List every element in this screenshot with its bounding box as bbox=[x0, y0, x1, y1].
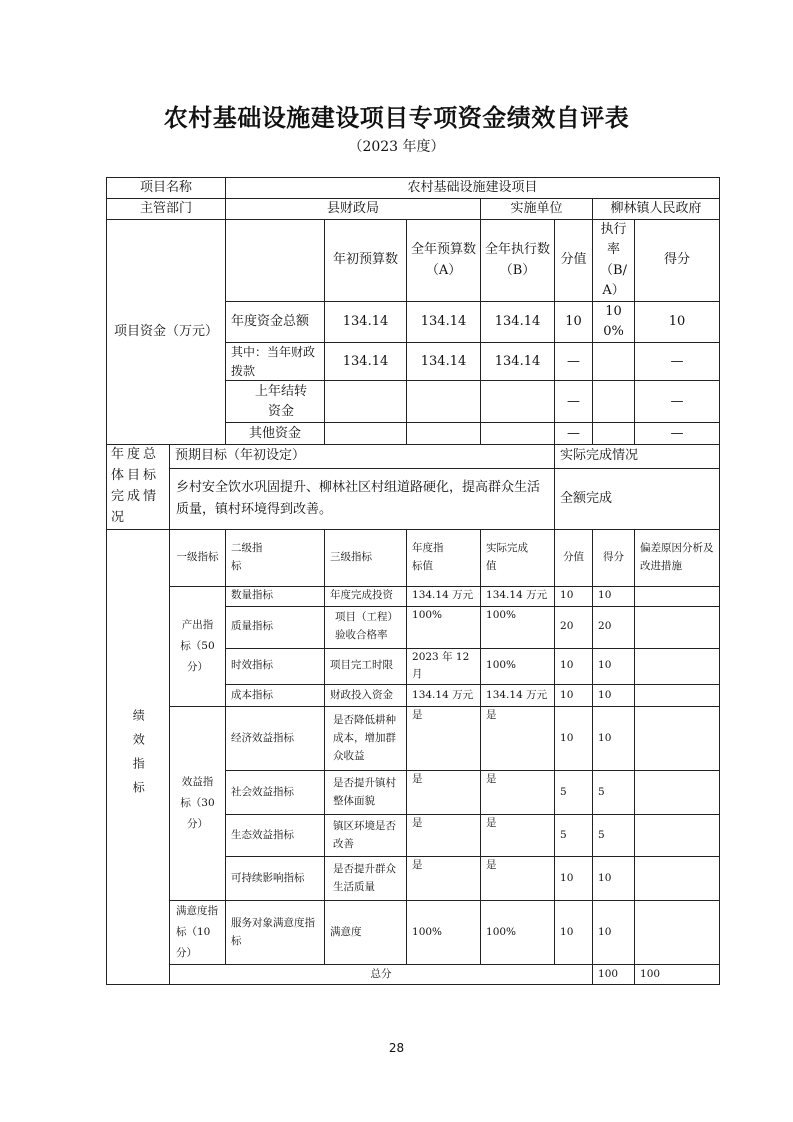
level3-cell: 是否提升群众生活质量 bbox=[325, 857, 407, 901]
funds-cell bbox=[407, 423, 481, 445]
score-cell: 10 bbox=[555, 685, 593, 707]
target-cell: 是 bbox=[407, 707, 481, 771]
level2-cell: 成本指标 bbox=[226, 685, 325, 707]
perf-header: 三级指标 bbox=[325, 529, 407, 586]
level2-cell: 经济效益指标 bbox=[226, 707, 325, 771]
level2-cell: 社会效益指标 bbox=[226, 771, 325, 815]
funds-label: 项目资金（万元） bbox=[107, 220, 226, 445]
actual-cell: 100% bbox=[481, 901, 555, 965]
level2-cell: 数量指标 bbox=[226, 586, 325, 606]
project-name-label: 项目名称 bbox=[107, 178, 226, 199]
total-score: 100 bbox=[593, 965, 635, 985]
got-cell: 10 bbox=[593, 648, 635, 685]
level2-cell: 生态效益指标 bbox=[226, 815, 325, 857]
remark-cell bbox=[635, 648, 720, 685]
dept-value: 县财政局 bbox=[226, 199, 481, 220]
perf-header: 得分 bbox=[593, 529, 635, 586]
remark-cell bbox=[635, 857, 720, 901]
funds-cell: — bbox=[555, 343, 593, 381]
actual-cell: 100% bbox=[481, 648, 555, 685]
project-name-value: 农村基础设施建设项目 bbox=[226, 178, 720, 199]
funds-cell bbox=[407, 381, 481, 423]
funds-header: 得分 bbox=[635, 220, 720, 302]
total-got: 100 bbox=[635, 965, 720, 985]
level2-cell: 质量指标 bbox=[226, 606, 325, 648]
got-cell: 5 bbox=[593, 771, 635, 815]
funds-cell bbox=[593, 381, 635, 423]
perf-header: 分值 bbox=[555, 529, 593, 586]
level2-cell: 时效指标 bbox=[226, 648, 325, 685]
funds-row-name: 年度资金总额 bbox=[226, 301, 325, 342]
goal-label: 年度总体目标完成情况 bbox=[107, 445, 170, 529]
actual-cell: 100% bbox=[481, 606, 555, 648]
page-subtitle: （2023 年度） bbox=[348, 139, 445, 155]
level3-cell: 是否提升镇村整体面貌 bbox=[325, 771, 407, 815]
level1-satisfaction: 满意度指标（10分） bbox=[170, 901, 226, 965]
funds-cell bbox=[481, 381, 555, 423]
funds-header: 执行率（B/A） bbox=[593, 220, 635, 302]
funds-cell bbox=[325, 381, 407, 423]
funds-cell: 134.14 bbox=[407, 343, 481, 381]
funds-cell: 134.14 bbox=[481, 301, 555, 342]
got-cell: 10 bbox=[593, 901, 635, 965]
funds-cell: 134.14 bbox=[325, 343, 407, 381]
score-cell: 20 bbox=[555, 606, 593, 648]
performance-table bbox=[106, 177, 720, 985]
perf-header: 二级指标 bbox=[226, 529, 325, 586]
score-cell: 10 bbox=[555, 586, 593, 606]
got-cell: 20 bbox=[593, 606, 635, 648]
funds-cell: 10 bbox=[555, 301, 593, 342]
funds-cell: 100% bbox=[593, 301, 635, 342]
page-title: 农村基础设施建设项目专项资金绩效自评表 bbox=[163, 104, 630, 132]
page-number: 28 bbox=[388, 1041, 405, 1055]
level2-cell: 可持续影响指标 bbox=[226, 857, 325, 901]
funds-header-blank bbox=[226, 220, 325, 302]
score-cell: 10 bbox=[555, 707, 593, 771]
level1-benefit: 效益指标（30分） bbox=[170, 707, 226, 901]
funds-cell: — bbox=[635, 343, 720, 381]
goal-actual-header: 实际完成情况 bbox=[555, 445, 720, 468]
score-cell: 10 bbox=[555, 648, 593, 685]
level3-cell: 项目（工程）验收合格率 bbox=[325, 606, 407, 648]
impl-value: 柳林镇人民政府 bbox=[593, 199, 720, 220]
funds-header: 全年执行数（B） bbox=[481, 220, 555, 302]
perf-header: 年度指标值 bbox=[407, 529, 481, 586]
dept-label: 主管部门 bbox=[107, 199, 226, 220]
remark-cell bbox=[635, 685, 720, 707]
remark-cell bbox=[635, 771, 720, 815]
funds-cell: — bbox=[555, 381, 593, 423]
target-cell: 是 bbox=[407, 815, 481, 857]
got-cell: 5 bbox=[593, 815, 635, 857]
level3-cell: 是否降低耕种成本，增加群众收益 bbox=[325, 707, 407, 771]
funds-cell bbox=[593, 423, 635, 445]
target-cell: 134.14 万元 bbox=[407, 586, 481, 606]
actual-cell: 是 bbox=[481, 707, 555, 771]
funds-cell bbox=[593, 343, 635, 381]
level3-cell: 镇区环境是否改善 bbox=[325, 815, 407, 857]
perf-label: 绩效指标 bbox=[107, 529, 170, 985]
target-cell: 2023 年 12 月 bbox=[407, 648, 481, 685]
score-cell: 5 bbox=[555, 815, 593, 857]
funds-cell: 134.14 bbox=[325, 301, 407, 342]
goal-actual-text: 全额完成 bbox=[555, 468, 720, 529]
impl-label: 实施单位 bbox=[481, 199, 593, 220]
funds-header: 年初预算数 bbox=[325, 220, 407, 302]
perf-header: 一级指标 bbox=[170, 529, 226, 586]
level3-cell: 满意度 bbox=[325, 901, 407, 965]
level1-output: 产出指标（50分） bbox=[170, 586, 226, 707]
funds-header: 分值 bbox=[555, 220, 593, 302]
actual-cell: 134.14 万元 bbox=[481, 586, 555, 606]
target-cell: 100% bbox=[407, 606, 481, 648]
total-label: 总分 bbox=[170, 965, 593, 985]
score-cell: 5 bbox=[555, 771, 593, 815]
funds-cell: — bbox=[555, 423, 593, 445]
remark-cell bbox=[635, 901, 720, 965]
perf-header: 实际完成值 bbox=[481, 529, 555, 586]
funds-row-name: 其中：当年财政拨款 bbox=[226, 343, 325, 381]
actual-cell: 134.14 万元 bbox=[481, 685, 555, 707]
perf-header: 偏差原因分析及改进措施 bbox=[635, 529, 720, 586]
funds-cell: 134.14 bbox=[481, 343, 555, 381]
funds-cell bbox=[325, 423, 407, 445]
level2-cell: 服务对象满意度指标 bbox=[226, 901, 325, 965]
target-cell: 是 bbox=[407, 857, 481, 901]
got-cell: 10 bbox=[593, 685, 635, 707]
remark-cell bbox=[635, 815, 720, 857]
score-cell: 10 bbox=[555, 901, 593, 965]
funds-row-name: 其他资金 bbox=[226, 423, 325, 445]
funds-cell: 10 bbox=[635, 301, 720, 342]
score-cell: 10 bbox=[555, 857, 593, 901]
got-cell: 10 bbox=[593, 707, 635, 771]
remark-cell bbox=[635, 586, 720, 606]
goal-expected-text: 乡村安全饮水巩固提升、柳林社区村组道路硬化，提高群众生活质量，镇村环境得到改善。 bbox=[170, 468, 555, 529]
funds-cell: — bbox=[635, 423, 720, 445]
target-cell: 是 bbox=[407, 771, 481, 815]
funds-cell: — bbox=[635, 381, 720, 423]
target-cell: 134.14 万元 bbox=[407, 685, 481, 707]
funds-cell bbox=[481, 423, 555, 445]
goal-expected-header: 预期目标（年初设定） bbox=[170, 445, 555, 468]
actual-cell: 是 bbox=[481, 857, 555, 901]
funds-row-name: 上年结转资金 bbox=[226, 381, 325, 423]
actual-cell: 是 bbox=[481, 815, 555, 857]
got-cell: 10 bbox=[593, 857, 635, 901]
funds-cell: 134.14 bbox=[407, 301, 481, 342]
funds-header: 全年预算数（A） bbox=[407, 220, 481, 302]
remark-cell bbox=[635, 606, 720, 648]
level3-cell: 财政投入资金 bbox=[325, 685, 407, 707]
actual-cell: 是 bbox=[481, 771, 555, 815]
level3-cell: 项目完工时限 bbox=[325, 648, 407, 685]
target-cell: 100% bbox=[407, 901, 481, 965]
remark-cell bbox=[635, 707, 720, 771]
got-cell: 10 bbox=[593, 586, 635, 606]
level3-cell: 年度完成投资 bbox=[325, 586, 407, 606]
